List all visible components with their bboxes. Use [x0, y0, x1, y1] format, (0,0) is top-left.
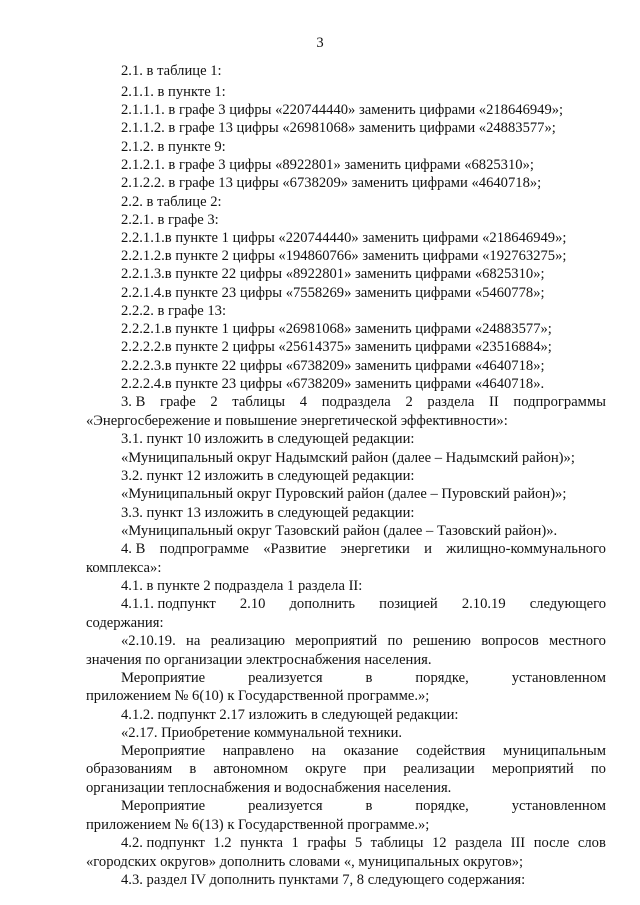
line-word: дополнить	[289, 596, 356, 612]
line-word: реализацию	[210, 633, 286, 649]
text-line: организации теплоснабжения и водоснабжения населения.	[86, 780, 452, 796]
line-word: 4. В	[121, 541, 146, 557]
line-word: реализации	[403, 761, 475, 777]
line-word: 12	[432, 835, 447, 851]
line-word: слов	[577, 835, 606, 851]
line-word: 2.10	[239, 596, 266, 612]
line-word: следующего	[529, 596, 606, 612]
line-word: после	[533, 835, 570, 851]
text-line	[121, 797, 606, 815]
text-line: 2.2.2.2.в пункте 2 цифры «25614375» заменить цифрами «23516884»;	[121, 339, 552, 355]
line-word: 4.2. подпункт	[121, 835, 205, 851]
line-word: 1	[291, 835, 299, 851]
text-line	[121, 834, 606, 852]
line-word: 4	[299, 394, 308, 410]
line-word: в	[365, 798, 373, 814]
line-word: при	[363, 761, 387, 777]
line-word: подраздела	[321, 394, 391, 410]
line-word: 1.2	[213, 835, 232, 851]
text-line: комплекса»:	[86, 560, 162, 576]
line-word: 3. В	[121, 394, 146, 410]
line-word: на	[311, 743, 326, 759]
line-word: по	[590, 761, 606, 777]
line-word: энергетики	[340, 541, 410, 557]
line-word: Мероприятие	[121, 670, 206, 686]
line-word: графе	[159, 394, 196, 410]
line-word: в	[189, 761, 197, 777]
text-line: 2.2.1. в графе 3:	[121, 212, 219, 228]
text-line: 3.1. пункт 10 изложить в следующей редакции:	[121, 431, 415, 447]
text-line: содержания:	[86, 615, 164, 631]
line-word: 5	[354, 835, 363, 851]
line-word: графы	[307, 835, 347, 851]
text-line: приложением № 6(10) к Государственной программе.»;	[86, 688, 430, 704]
text-line: 2.1.1. в пункте 1:	[121, 84, 226, 100]
text-line	[121, 742, 606, 760]
line-word: раздела	[427, 394, 475, 410]
line-word: направлено	[222, 743, 294, 759]
text-line: 2.1.2.2. в графе 13 цифры «6738209» заменить цифрами «4640718»;	[121, 175, 542, 191]
text-line: 4.3. раздел IV дополнить пунктами 7, 8 следующего содержания:	[121, 872, 526, 888]
text-line	[121, 632, 606, 650]
line-word: III	[510, 835, 526, 851]
line-word: муниципальным	[503, 743, 606, 759]
line-word: установленном	[511, 670, 606, 686]
text-line: «2.17. Приобретение коммунальной техники.	[121, 725, 403, 741]
line-word: 2	[210, 394, 218, 410]
line-word: вопросов	[481, 633, 539, 649]
text-line: 2.2.1.1.в пункте 1 цифры «220744440» заменить цифрами «218646949»;	[121, 230, 567, 246]
text-line: 2.1.2. в пункте 9:	[121, 139, 226, 155]
line-word: жилищно-коммунального	[446, 541, 606, 557]
line-word: в	[365, 670, 373, 686]
text-line	[121, 595, 606, 613]
text-line: «городских округов» дополнить словами «, муниципальных округов»;	[86, 854, 524, 870]
text-line: 2.2.2. в графе 13:	[121, 303, 227, 319]
line-word: мероприятий	[295, 633, 378, 649]
line-word: мероприятий	[491, 761, 574, 777]
line-word: порядке,	[415, 670, 469, 686]
text-line: «Энергосбережение и повышение энергетической эффективности»:	[86, 413, 508, 429]
text-line: приложением № 6(13) к Государственной программе.»;	[86, 817, 430, 833]
text-line: значения по организации электроснабжения населения.	[86, 652, 432, 668]
text-line: 2.2.1.2.в пункте 2 цифры «194860766» заменить цифрами «192763275»;	[121, 248, 567, 264]
line-word: позицией	[379, 596, 438, 612]
line-word: раздела	[455, 835, 503, 851]
text-line: 4.1. в пункте 2 подраздела 1 раздела II:	[121, 578, 363, 594]
text-line: 2.1. в таблице 1:	[121, 63, 222, 79]
text-line: 2.2.1.4.в пункте 23 цифры «7558269» заменить цифрами «5460778»;	[121, 285, 545, 301]
text-line: 2.1.2.1. в графе 3 цифры «8922801» заменить цифрами «6825310»;	[121, 157, 534, 173]
line-word: образованиям	[86, 761, 173, 777]
line-word: автономном	[213, 761, 288, 777]
text-line: «Муниципальный округ Тазовский район (далее – Тазовский район)».	[121, 523, 558, 539]
line-word: подпрограмме	[159, 541, 249, 557]
line-word: оказание	[343, 743, 399, 759]
line-word: на	[186, 633, 201, 649]
line-word: таблицы	[232, 394, 286, 410]
line-word: реализуется	[248, 670, 323, 686]
line-word: решению	[412, 633, 471, 649]
line-word: порядке,	[415, 798, 469, 814]
text-line: 2.2.2.1.в пункте 1 цифры «26981068» заменить цифрами «24883577»;	[121, 321, 552, 337]
line-word: установленном	[511, 798, 606, 814]
line-word: подпрограммы	[513, 394, 606, 410]
text-line	[121, 669, 606, 687]
text-line: 2.2. в таблице 2:	[121, 194, 222, 210]
line-word: «Развитие	[263, 541, 327, 557]
text-line: 4.1.2. подпункт 2.17 изложить в следующей редакции:	[121, 707, 459, 723]
line-word: «2.10.19.	[121, 633, 176, 649]
text-line: 2.1.1.2. в графе 13 цифры «26981068» заменить цифрами «24883577»;	[121, 120, 556, 136]
line-word: Мероприятие	[121, 743, 206, 759]
line-word: местного	[549, 633, 606, 649]
text-line: 3.3. пункт 13 изложить в следующей редакции:	[121, 505, 415, 521]
line-word: 2	[405, 394, 413, 410]
text-line: 3.2. пункт 12 изложить в следующей редакции:	[121, 468, 415, 484]
text-line: 2.2.2.4.в пункте 23 цифры «6738209» заменить цифрами «4640718».	[121, 376, 545, 392]
text-line: 2.2.2.3.в пункте 22 цифры «6738209» заменить цифрами «4640718»;	[121, 358, 545, 374]
text-line	[121, 393, 606, 411]
text-line	[86, 760, 606, 778]
line-word: реализуется	[248, 798, 323, 814]
line-word: округе	[305, 761, 347, 777]
line-word: таблицы	[370, 835, 424, 851]
line-word: пункта	[240, 835, 283, 851]
text-line	[121, 540, 606, 558]
text-line: «Муниципальный округ Надымский район (далее – Надымский район)»;	[121, 450, 575, 466]
line-word: по	[387, 633, 403, 649]
line-word: II	[489, 394, 499, 410]
text-line: «Муниципальный округ Пуровский район (далее – Пуровский район)»;	[121, 486, 567, 502]
page-number: 3	[316, 35, 324, 51]
line-word: 2.10.19	[461, 596, 506, 612]
line-word: Мероприятие	[121, 798, 206, 814]
line-word: содействия	[416, 743, 486, 759]
text-line: 2.2.1.3.в пункте 22 цифры «8922801» заменить цифрами «6825310»;	[121, 266, 545, 282]
line-word: 4.1.1. подпункт	[121, 596, 216, 612]
line-word: и	[424, 541, 432, 557]
text-line: 2.1.1.1. в графе 3 цифры «220744440» заменить цифрами «218646949»;	[121, 102, 564, 118]
